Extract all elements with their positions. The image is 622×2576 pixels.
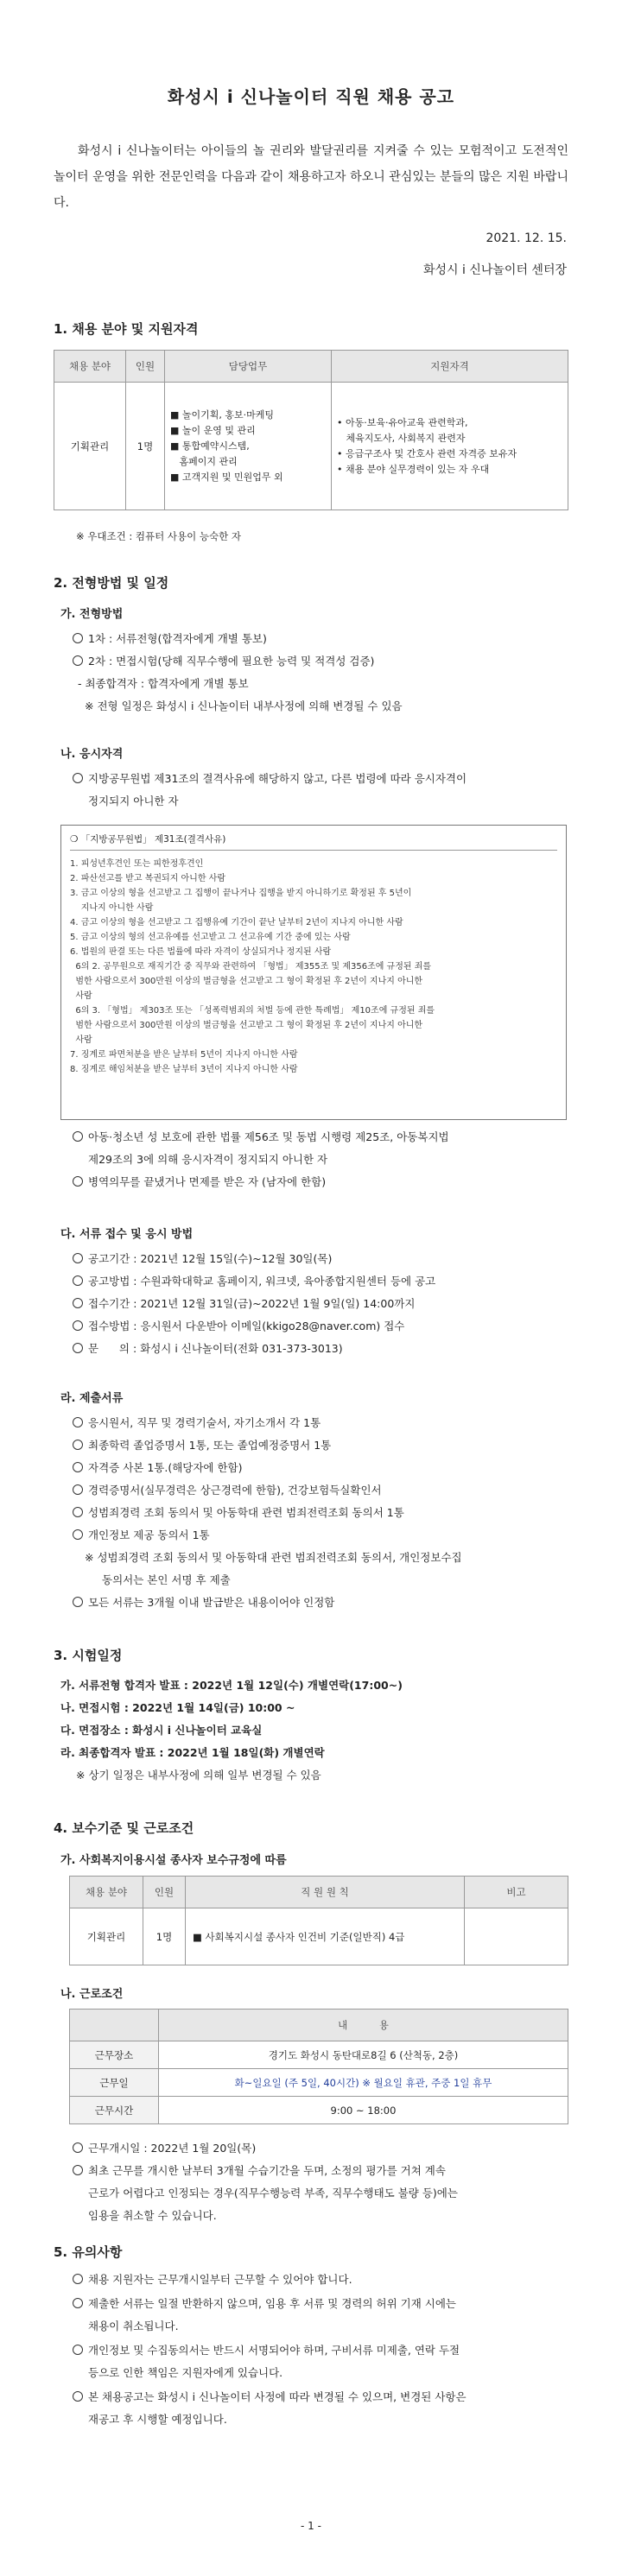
- cell-field: 기획관리: [54, 383, 126, 510]
- s5-line: [73, 2342, 460, 2358]
- circle-icon: [73, 1343, 83, 1353]
- s2d-l1: 응시원서, 직무 및 경력기술서, 자기소개서 각 1통: [88, 1416, 321, 1429]
- s2d-l7b: 동의서는 본인 서명 후 제출: [102, 1573, 231, 1586]
- cond-key: 근무장소: [70, 2041, 159, 2069]
- th-count: 인원: [126, 351, 165, 383]
- s4b-line: [73, 2162, 446, 2178]
- s2a-l1: 1차 : 서류전형(합격자에게 개별 통보): [88, 632, 267, 645]
- duty-line: ■ 고객지원 및 민원업무 외: [170, 471, 283, 483]
- s2c-line: [73, 1273, 435, 1288]
- s2b-l2a: 아동·청소년 성 보호에 관한 법률 제56조 및 동법 시행령 제25조, 아동복지법: [88, 1130, 449, 1143]
- s2a-l2: 2차 : 면접시험(당해 직무수행에 필요한 능력 및 적격성 검증): [88, 655, 375, 668]
- qual-line: • 아동·보육·유아교육 관련학과,: [337, 416, 468, 428]
- pay-table: [69, 1876, 568, 1965]
- s2d-l2: 최종학력 졸업증명서 1통, 또는 졸업예정증명서 1통: [88, 1439, 332, 1452]
- circle-icon: [73, 1253, 83, 1263]
- th-blank: [70, 2010, 159, 2041]
- s2d-l7a: ※ 성범죄경력 조회 동의서 및 아동학대 관련 범죄전력조회 동의서, 개인정보수집: [85, 1551, 462, 1564]
- s2b-line: [73, 770, 466, 786]
- box-title: ❍ 「지방공무원법」 제31조(결격사유): [70, 834, 226, 845]
- pref-note: ※ 우대조건 : 컴퓨터 사용이 능숙한 자: [76, 530, 241, 542]
- cond-value: 경기도 화성시 동탄대로8길 6 (산척동, 2층): [159, 2041, 568, 2069]
- s5-l1: 채용 지원자는 근무개시일부터 근무할 수 있어야 합니다.: [88, 2273, 352, 2286]
- s5-l3a: 개인정보 및 수집동의서는 반드시 서명되어야 하며, 구비서류 미제출, 연락 두절: [88, 2344, 460, 2357]
- s2d-line: [73, 1527, 210, 1542]
- circle-icon: [73, 2345, 83, 2355]
- page-title: 화성시 i 신나놀이터 직원 채용 공고: [167, 86, 455, 107]
- box-text: 1. 피성년후견인 또는 피한정후견인 2. 파산선고를 받고 복권되지 아니한 사람 3. 금고 이상의 형을 선고받고 그 집행이 끝나거나 집행을 받지 아니하기로 확정된 후 5년이 지나지 아니한 사람 4. 금고 이상의 형을 선고받고 그 집행유예 기간이 끝난 날부터 2년이 지나지 아니한 사람 5. 금고 이상의 형의 선고유예를 선고받고 그 선고유예 기간 중에 있는 사람 6. 법원의 판결 또는 다른 법률에 따라 자격이 상실되거나 정지된 사람 6의 2. 공무원으로 재직기간 중 직무와 관련하여 「형법」 제355조 및 제356조에 규정된 죄를 범한 사람으로서 300만원 이상의 벌금형을 선고받고 그 형이 확정된 후 2년이 지나지 아니한 사람 6의 3. 「형법」 제303조 또는 「성폭력범죄의 처벌 등에 관한 특례법」 제10조에 규정된 죄를 범한 사람으로서 300만원 이상의 벌금형을 선고받고 그 형이 확정된 후 2년이 지나지 아니한 사람 7. 징계로 파면처분을 받은 날부터 5년이 지나지 아니한 사람 8. 징계로 해임처분을 받은 날부터 3년이 지나지 아니한 사람: [70, 859, 435, 1074]
- cond-value: 화~일요일 (주 5일, 40시간) ※ 월요일 휴관, 주중 1일 휴무: [159, 2069, 568, 2097]
- th-content: 내 용: [159, 2010, 568, 2041]
- circle-icon: [73, 2142, 83, 2153]
- s5-l4a: 본 채용공고는 화성시 i 신나놀이터 사정에 따라 변경될 수 있으며, 변경된 사항은: [88, 2390, 466, 2403]
- s5-line: [73, 2389, 466, 2404]
- s2d-l4: 경력증명서(실무경력은 상근경력에 한함), 건강보험득실확인서: [88, 1484, 382, 1497]
- s2d-title: 라. 제출서류: [60, 1392, 124, 1405]
- s2a-l3: - 최종합격자 : 합격자에게 개별 통보: [78, 677, 249, 690]
- cell-count: 1명: [126, 383, 165, 510]
- s2d-line: [73, 1415, 321, 1430]
- s2b-title: 나. 응시자격: [60, 748, 124, 761]
- s3-l2: 나. 면접시험 : 2022년 1월 14일(금) 10:00 ~: [60, 1701, 295, 1714]
- s2c-line: [73, 1340, 343, 1356]
- section-1-title: 1. 채용 분야 및 지원자격: [54, 321, 199, 337]
- s2d-l8: 모든 서류는 3개월 이내 발급받은 내용이어야 인정함: [88, 1596, 335, 1609]
- s2a-line: [73, 630, 267, 646]
- s5-line: [73, 2295, 456, 2311]
- intro-paragraph: [54, 138, 568, 216]
- circle-icon: [73, 633, 83, 643]
- cell-duties: [165, 383, 332, 510]
- s4b-l2c: 임용을 취소할 수 있습니다.: [88, 2209, 217, 2222]
- recruit-table: [54, 350, 568, 510]
- s5-l3b: 등으로 인한 책임은 지원자에게 있습니다.: [88, 2366, 283, 2379]
- section-4-title: 4. 보수기준 및 근로조건: [54, 1820, 194, 1836]
- cell-field: 기획관리: [70, 1908, 143, 1965]
- s2c-line: [73, 1295, 415, 1311]
- th-duties: 담당업무: [165, 351, 332, 383]
- s2c-l1: 공고기간 : 2021년 12월 15일(수)~12월 30일(목): [88, 1252, 333, 1265]
- s2a-title: 가. 전형방법: [60, 608, 124, 621]
- s2b-l1a: 지방공무원법 제31조의 결격사유에 해당하지 않고, 다른 법령에 따라 응시자격이: [88, 772, 467, 785]
- circle-icon: [73, 655, 83, 666]
- s4b-l2b: 근로가 어렵다고 인정되는 경우(직무수행능력 부족, 직무수행태도 불량 등)에는: [88, 2187, 458, 2199]
- circle-icon: [73, 773, 83, 783]
- qual-line: • 응급구조사 및 간호사 관련 자격증 보유자: [337, 447, 517, 459]
- intro-text: 화성시 i 신나놀이터는 아이들의 놀 권리와 발달권리를 지켜줄 수 있는 모험적이고 도전적인 놀이터 운영을 위한 전문인력을 다음과 같이 채용하고자 하오니 관심있는 분들의 많은 지원 바랍니다.: [54, 144, 568, 210]
- s2d-line: [73, 1437, 331, 1453]
- s5-l2a: 제출한 서류는 일절 반환하지 않으며, 임용 후 서류 및 경력의 허위 기재 시에는: [88, 2297, 456, 2310]
- s2c-l5: 문 의 : 화성시 i 신나놀이터(전화 031-373-3013): [88, 1342, 343, 1355]
- s4b-l1: 근무개시일 : 2022년 1월 20일(목): [88, 2142, 257, 2155]
- s2b-line: [73, 1174, 326, 1189]
- cond-key: 근무시간: [70, 2097, 159, 2124]
- circle-icon: [73, 1131, 83, 1142]
- th-field: 채용 분야: [70, 1877, 143, 1908]
- qual-line: 체육지도사, 사회복지 관련자: [337, 432, 466, 444]
- s2d-line: [73, 1594, 334, 1610]
- s2c-l3: 접수기간 : 2021년 12월 31일(금)~2022년 1월 9일(일) 14:00까지: [88, 1297, 416, 1310]
- circle-icon: [73, 1507, 83, 1517]
- s4b-l2a: 최초 근무를 개시한 날부터 3개월 수습기간을 두며, 소정의 평가를 거쳐 계속: [88, 2164, 446, 2177]
- cell-quals: [332, 383, 568, 510]
- divider: [70, 850, 557, 851]
- s3-l1: 가. 서류전형 합격자 발표 : 2022년 1월 12일(수) 개별연락(17:00~): [60, 1679, 403, 1692]
- s2b-l1b: 정지되지 아니한 자: [88, 794, 179, 807]
- s5-line: [73, 2271, 352, 2287]
- circle-icon: [73, 1176, 83, 1187]
- circle-icon: [73, 1417, 83, 1427]
- duty-line: ■ 통합예약시스템,: [170, 440, 250, 452]
- disqualification-box: [60, 825, 567, 1120]
- s2d-line: [73, 1459, 243, 1475]
- s2a-l4: ※ 전형 일정은 화성시 i 신나놀이터 내부사정에 의해 변경될 수 있음: [85, 699, 403, 712]
- s2c-l2: 공고방법 : 수원과학대학교 홈페이지, 워크넷, 육아종합지원센터 등에 공고: [88, 1275, 436, 1288]
- circle-icon: [73, 1440, 83, 1450]
- cond-key: 근무일: [70, 2069, 159, 2097]
- section-5-title: 5. 유의사항: [54, 2244, 123, 2260]
- cond-value: 9:00 ~ 18:00: [159, 2097, 568, 2124]
- circle-icon: [73, 2165, 83, 2175]
- circle-icon: [73, 1484, 83, 1495]
- s2b-l2b: 제29조의 3에 의해 응시자격이 정지되지 아니한 자: [88, 1153, 328, 1166]
- circle-icon: [73, 1320, 83, 1331]
- s3-l5: ※ 상기 일정은 내부사정에 의해 일부 변경될 수 있음: [76, 1769, 321, 1782]
- circle-icon: [73, 1529, 83, 1540]
- s2d-l6: 개인정보 제공 동의서 1통: [88, 1529, 210, 1541]
- s2d-l3: 자격증 사본 1통.(해당자에 한함): [88, 1461, 243, 1474]
- cell-pay: ■ 사회복지시설 종사자 인건비 기준(일반직) 4급: [186, 1908, 465, 1965]
- notice-date: 2021. 12. 15.: [486, 231, 567, 245]
- duty-line: ■ 놀이기획, 홍보·마케팅: [170, 408, 275, 421]
- circle-icon: [73, 2298, 83, 2308]
- s2a-line: [73, 653, 374, 668]
- s4a-title: 가. 사회복지이용시설 종사자 보수규정에 따름: [60, 1854, 287, 1867]
- s2c-line: [73, 1250, 332, 1266]
- s5-l2b: 채용이 취소됩니다.: [88, 2320, 179, 2332]
- circle-icon: [73, 1462, 83, 1472]
- duty-line: ■ 놀이 운영 및 관리: [170, 424, 256, 436]
- duty-line: 홈페이지 관리: [170, 455, 238, 467]
- s2d-line: [73, 1504, 404, 1520]
- qual-line: • 채용 분야 실무경력이 있는 자 우대: [337, 463, 490, 475]
- page-number: - 1 -: [301, 2520, 321, 2532]
- section-2-title: 2. 전형방법 및 일정: [54, 575, 169, 591]
- circle-icon: [73, 1275, 83, 1286]
- th-count: 인원: [143, 1877, 186, 1908]
- circle-icon: [73, 1298, 83, 1308]
- s2c-title: 다. 서류 접수 및 응시 방법: [60, 1228, 194, 1241]
- s2c-line: [73, 1318, 404, 1333]
- cell-count: 1명: [143, 1908, 186, 1965]
- s2b-line: [73, 1129, 449, 1144]
- s4b-line: [73, 2140, 256, 2155]
- th-pay: 직 원 원 칙: [186, 1877, 465, 1908]
- s3-l3: 다. 면접장소 : 화성시 i 신나놀이터 교육실: [60, 1724, 263, 1737]
- circle-icon: [73, 2391, 83, 2402]
- circle-icon: [73, 1597, 83, 1607]
- section-3-title: 3. 시험일정: [54, 1648, 123, 1663]
- s2d-l5: 성범죄경력 조회 동의서 및 아동학대 관련 범죄전력조회 동의서 1통: [88, 1506, 404, 1519]
- cell-note: [465, 1908, 568, 1965]
- signer: 화성시 i 신나놀이터 센터장: [422, 263, 567, 277]
- s4b-title: 나. 근로조건: [60, 1988, 124, 2001]
- s3-l4: 라. 최종합격자 발표 : 2022년 1월 18일(화) 개별연락: [60, 1746, 325, 1759]
- conditions-table: [69, 2009, 568, 2124]
- th-field: 채용 분야: [54, 351, 126, 383]
- s5-l4b: 재공고 후 시행할 예정입니다.: [88, 2413, 227, 2426]
- s2c-l4: 접수방법 : 응시원서 다운받아 이메일(kkigo28@naver.com) 접수: [88, 1320, 405, 1332]
- th-quals: 지원자격: [332, 351, 568, 383]
- s2d-line: [73, 1482, 382, 1497]
- th-note: 비고: [465, 1877, 568, 1908]
- s2b-l3: 병역의무를 끝냈거나 면제를 받은 자 (남자에 한함): [88, 1175, 327, 1188]
- circle-icon: [73, 2274, 83, 2284]
